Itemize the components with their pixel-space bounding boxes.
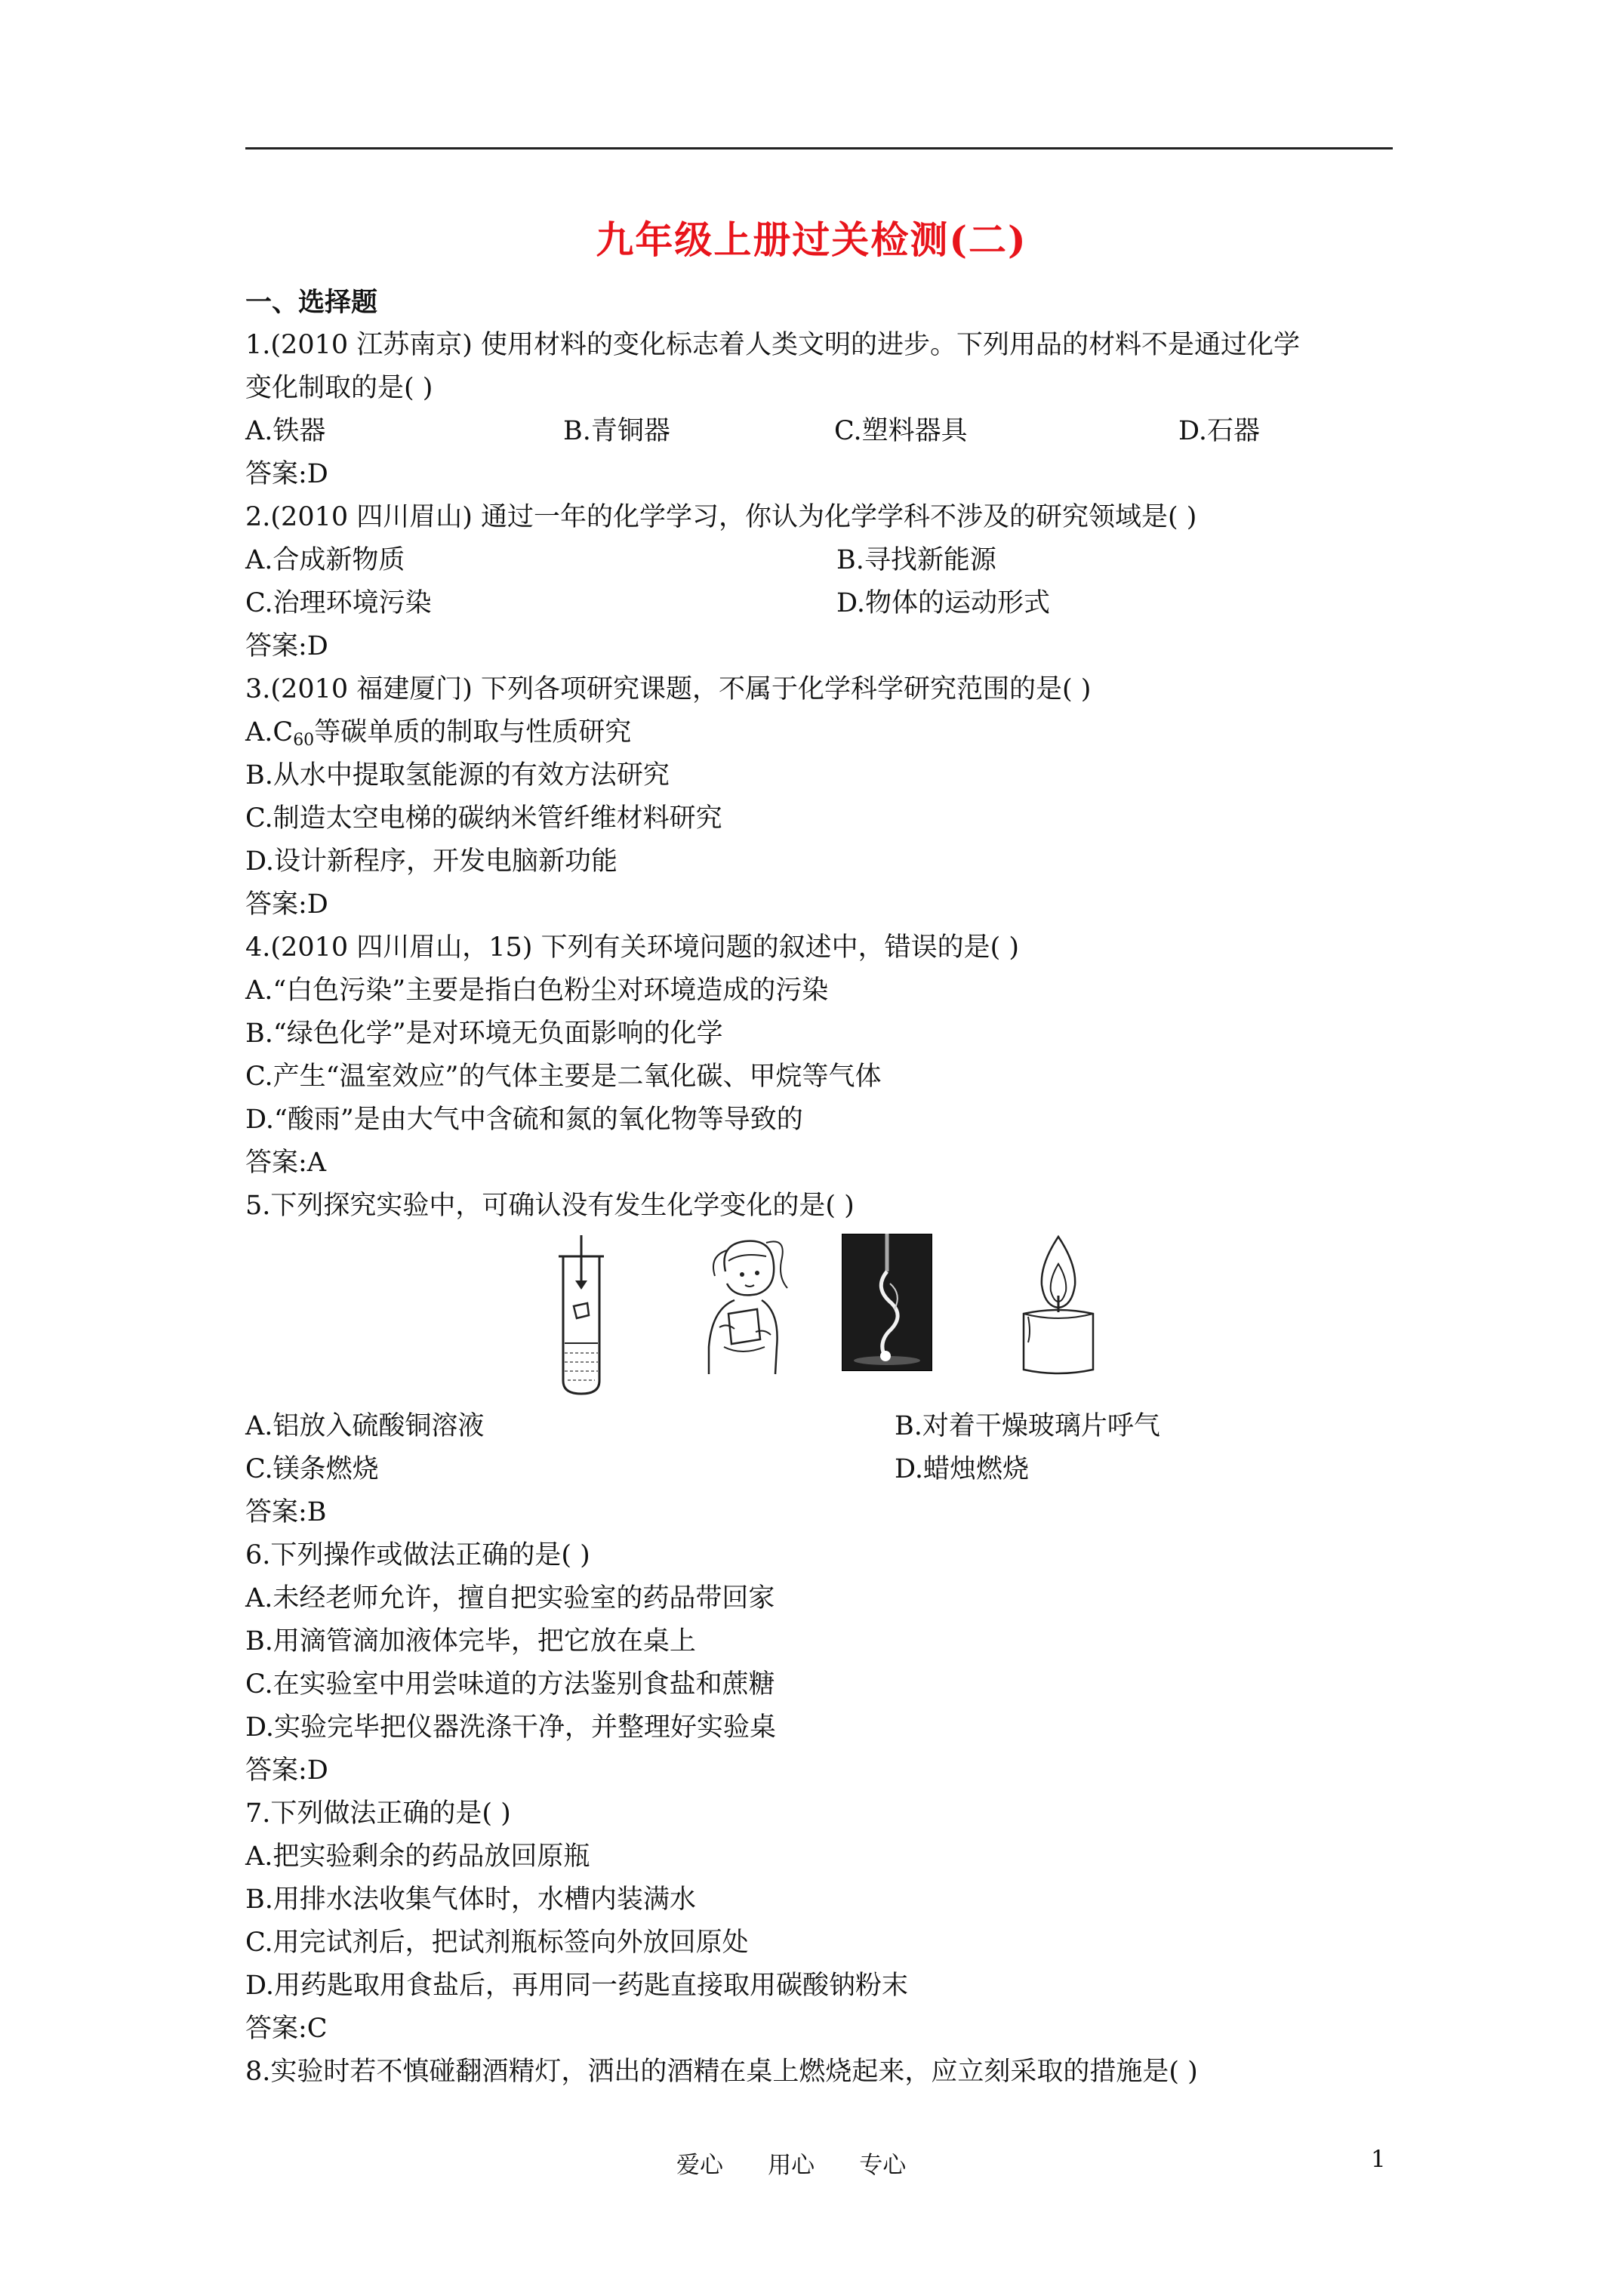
header-rule (245, 147, 1393, 149)
question-1-stem-line-1: 1.(2010 江苏南京) 使用材料的变化标志着人类文明的进步。下列用品的材料不是通过化学 (245, 330, 1301, 360)
question-6-stem: 6.下列操作或做法正确的是( ) (245, 1540, 590, 1570)
question-1-answer: 答案:D (245, 459, 328, 489)
page-title: 九年级上册过关检测(二) (596, 217, 1027, 262)
page-footer (0, 2146, 1623, 2191)
footer-motto: 爱心 用心 专心 (676, 2152, 907, 2179)
option-b: B.青铜器 (563, 416, 670, 446)
question-3-option-a (245, 711, 1397, 754)
question-6-answer: 答案:D (245, 1755, 328, 1786)
option-a-prefix: A.C (245, 717, 294, 747)
question-7-option-d: D.用药匙取用食盐后，再用同一药匙直接取用碳酸钠粉末 (245, 1971, 908, 2001)
option-b: B.对着干燥玻璃片呼气 (895, 1411, 1160, 1441)
option-d: D.蜡烛燃烧 (895, 1454, 1029, 1484)
page-number: 1 (1371, 2146, 1386, 2173)
question-4-option-c: C.产生“温室效应”的气体主要是二氧化碳、甲烷等气体 (245, 1062, 882, 1092)
question-7-option-c: C.用完试剂后，把试剂瓶标签向外放回原处 (245, 1928, 749, 1958)
option-a: A.铝放入硫酸铜溶液 (245, 1411, 485, 1441)
question-7-answer: 答案:C (245, 2014, 328, 2044)
question-4-option-b: B.“绿色化学”是对环境无负面影响的化学 (245, 1019, 723, 1049)
question-4-stem: 4.(2010 四川眉山，15) 下列有关环境问题的叙述中，错误的是( ) (245, 932, 1019, 963)
candle-figure (1006, 1234, 1111, 1377)
question-5-answer: 答案:B (245, 1497, 327, 1527)
question-3-option-b: B.从水中提取氢能源的有效方法研究 (245, 760, 670, 791)
question-5-stem: 5.下列探究实验中，可确认没有发生化学变化的是( ) (245, 1191, 855, 1221)
question-7-option-b: B.用排水法收集气体时，水槽内装满水 (245, 1885, 696, 1915)
question-3-option-d: D.设计新程序，开发电脑新功能 (245, 846, 617, 877)
question-7-option-a: A.把实验剩余的药品放回原瓶 (245, 1841, 590, 1872)
question-2-options-row-1 (245, 539, 1397, 582)
question-3-stem: 3.(2010 福建厦门) 下列各项研究课题，不属于化学科学研究范围的是( ) (245, 674, 1092, 704)
question-5-options-row-2 (245, 1448, 1397, 1491)
question-3-answer: 答案:D (245, 889, 328, 920)
question-3-option-c: C.制造太空电梯的碳纳米管纤维材料研究 (245, 803, 722, 834)
question-2-answer: 答案:D (245, 631, 328, 661)
option-a: A.合成新物质 (245, 545, 405, 575)
question-2-stem: 2.(2010 四川眉山) 通过一年的化学学习，你认为化学学科不涉及的研究领域是( ) (245, 502, 1197, 532)
question-2-options-row-2 (245, 582, 1397, 625)
question-6-option-c: C.在实验室中用尝味道的方法鉴别食盐和蔗糖 (245, 1669, 775, 1700)
question-1-options (245, 410, 1397, 453)
question-6-option-b: B.用滴管滴加液体完毕，把它放在桌上 (245, 1626, 696, 1657)
question-4-option-d: D.“酸雨”是由大气中含硫和氮的氧化物等导致的 (245, 1105, 803, 1135)
question-4-answer: 答案:A (245, 1148, 327, 1178)
test-tube-figure (551, 1234, 611, 1396)
option-c: C.治理环境污染 (245, 588, 432, 618)
girl-breathing-figure (682, 1234, 795, 1377)
option-d: D.物体的运动形式 (836, 588, 1050, 618)
option-c: C.镁条燃烧 (245, 1454, 379, 1484)
question-list (245, 281, 1397, 2094)
question-5-figures (245, 1228, 1397, 1405)
magnesium-burning-figure (842, 1234, 932, 1371)
question-5-options-row-1 (245, 1405, 1397, 1448)
carbon-60-subscript: 60 (293, 731, 315, 750)
question-1-stem-line-2: 变化制取的是( ) (245, 373, 433, 403)
option-d: D.石器 (1178, 416, 1260, 446)
question-8-stem: 8.实验时若不慎碰翻酒精灯，洒出的酒精在桌上燃烧起来，应立刻采取的措施是( ) (245, 2057, 1198, 2087)
section-heading: 一、选择题 (245, 287, 378, 318)
option-c: C.塑料器具 (834, 416, 968, 446)
option-a: A.铁器 (245, 416, 326, 446)
question-6-option-a: A.未经老师允许，擅自把实验室的药品带回家 (245, 1583, 775, 1613)
option-b: B.寻找新能源 (836, 545, 996, 575)
option-a-text: 等碳单质的制取与性质研究 (314, 717, 632, 747)
question-7-stem: 7.下列做法正确的是( ) (245, 1798, 511, 1829)
question-6-option-d: D.实验完毕把仪器洗涤干净，并整理好实验桌 (245, 1712, 776, 1743)
question-4-option-a: A.“白色污染”主要是指白色粉尘对环境造成的污染 (245, 975, 829, 1006)
